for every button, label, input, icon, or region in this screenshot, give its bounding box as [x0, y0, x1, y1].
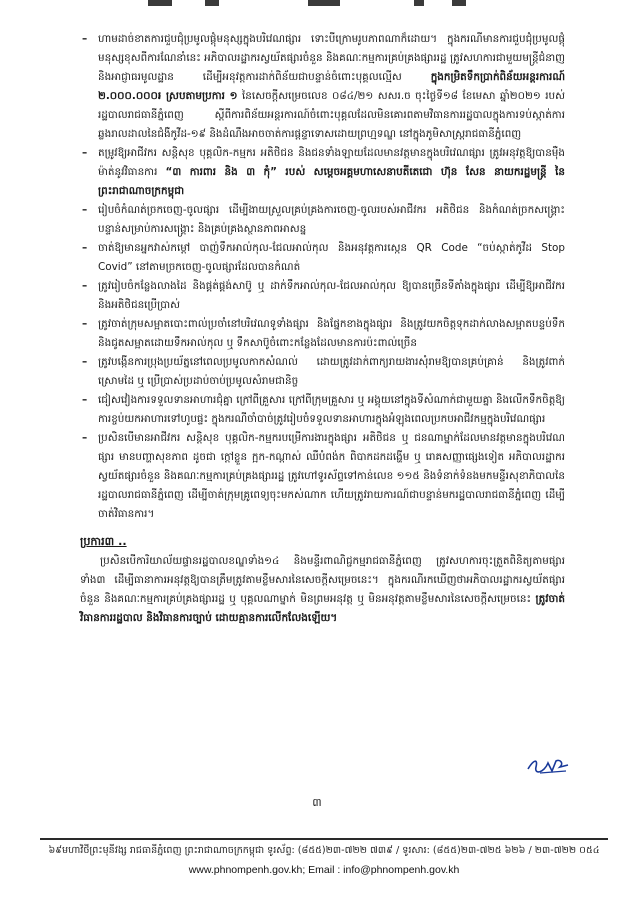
list-marker: – — [82, 432, 88, 444]
item-text: រៀបចំកំណត់ច្រកចេញ-ចូលផ្សារ ដើម្បីងាយស្រួលគ្រប់គ្រងការចេញ-ចូលរបស់អាជីវករ អតិថិជន និងកំណត់ច្រកសង្គ្រោះបន្ទាន់សម្រាប់ការសង្គ្រោះ និងគ្រប់គ្រងស្ថានភាពអាសន្ន — [98, 204, 565, 235]
item-text-after: នៃសេចក្តីសម្រេចលេខ ០៨៤/២១ សសរ.ច ចុះថ្ងៃទី១៨ ខែមេសា ឆ្នាំ២០២១ របស់រដ្ឋបាលរាជធានីភ្នំពេញ ស្តីពីការពិន័យអន្តរការណ៍ចំពោះបុគ្គលដែលមិនគោរពតាមវិធានការរដ្ឋបាលក្នុងការទប់ស្កាត់ការឆ្លងរាលដាលនៃជំងឺកូវីដ-១៩ និងដំណឹងអាចចាត់ការផ្តន្ទាទោសដោយព្រហ្មទណ្ឌ នៅក្នុងភូមិសាស្ត្ររាជធានីភ្នំពេញ — [98, 90, 565, 140]
footer-contact: www.phnompenh.gov.kh; Email : info@phnompenh.gov.kh — [188, 864, 460, 876]
list-item — [80, 277, 565, 315]
list-item — [80, 30, 565, 144]
item-text: ចាត់ឱ្យមានអ្នកវាស់កម្តៅ បាញ់ទឹកអាល់កុល-ជែលអាល់កុល និងអនុវត្តការស្កេន QR Code “ចប់ស្កាត់កូវីដ Stop Covid” នៅតាមច្រកចេញ-ចូលផ្សារដែលបានកំណត់ — [98, 242, 565, 273]
item-bold-text: ក្នុងកម្រិតទឹកប្រាក់ពិន័យអន្តរការណ៍ ២.០០០.០០០៛ ស្របតាមប្រការ ១ — [98, 71, 565, 102]
item-text: ត្រូវបង្កើនការប្រុងប្រយ័ត្ននៅពេលប្រមូលកាកសំណល់ ដោយត្រូវដាក់ពាក្យរាយងារសុំរាមឱ្យបានគ្រប់គ្រាន់ និងត្រូវពាក់ស្រោមដៃ ឬ ប្រើប្រាស់ប្រដាប់ចាប់ប្រមូលសំរាមជានិច្ច — [98, 356, 565, 387]
closing-text: ប្រសិនបើការិយាល័យផ្ទានរដ្ឋបាលខណ្ឌទាំង១៤ និងមន្ទីរពាណិជ្ជកម្មរាជធានីភ្នំពេញ ត្រូវសហការចុះត្រួតពិនិត្យតាមផ្សារទាំង៣ ដើម្បីធានាការអនុវត្តឱ្យបានត្រឹមត្រូវតាមខ្លឹមសារនៃសេចក្តីសម្រេចនេះ។ ក្នុងករណីរកឃើញថាអភិបាលរដ្ឋាករស្វយ័តផ្សារចំនួន និងគណៈកម្មការគ្រប់គ្រងផ្សាររដ្ឋ ឬ បុគ្គលណាម្នាក់ មិនព្រមអនុវត្ត ឬ មិនអនុវត្តតាមខ្លឹមសារនៃសេចក្តីសម្រេចនេះ — [80, 555, 565, 605]
list-item — [80, 201, 565, 239]
list-item — [80, 429, 565, 524]
item-text: ត្រូវរៀបចំកន្លែងលាងដៃ និងផ្គត់ផ្គង់សាប៊ូ ឬ ដាក់ទឹកអាល់កុល-ជែលអាល់កុល ឱ្យបានច្រើនទីតាំងក្នុងផ្សារ ដើម្បីឱ្យអាជីវករ និងអតិថិជនប្រើប្រាស់ — [98, 280, 565, 311]
item-text: តម្រូវឱ្យអាជីវករ សន្តិសុខ បុគ្គលិក-កម្មករ អតិថិជន និងជនទាំងឡាយដែលមានវត្តមានក្នុងបរិវេណផ្សារ ត្រូវអនុវត្តឱ្យបានម៉ឺងម៉ាត់នូវវិធានការ — [98, 147, 565, 178]
list-marker: – — [82, 242, 88, 254]
closing-bold-text: ត្រូវចាត់វិធានការរដ្ឋបាល និងវិធានការច្បាប់ ដោយគ្មានការលើកលែងឡើយ។ — [80, 593, 565, 624]
footer-divider — [40, 838, 608, 840]
item-text: ហាមដាច់ខាតការជួបជុំប្រមូលផ្តុំមនុស្សក្នុងបរិវេណផ្សារ ទោះបីក្រោមរូបភាពណាក៏ដោយ។ ក្នុងករណីមានការជួបជុំប្រមូលផ្តុំមនុស្សខុសពីការណែនាំនេះ អភិបាលរដ្ឋាករស្វយ័តផ្សារចំនួន និងគណៈកម្មការគ្រប់គ្រងផ្សាររដ្ឋ ត្រូវសហការជាមួយមន្ត្រីជំនាញ និងអាជ្ញាធរមូលដ្ឋាន ដើម្បីអនុវត្តការដាក់ពិន័យជាបន្ទាន់ចំពោះបុគ្គលល្មើស — [98, 33, 565, 83]
initials-signature — [526, 755, 570, 777]
item-text: ត្រូវចាត់ក្រុមសម្អាតបោះពាល់ប្រចាំនៅបរិវេណទូទាំងផ្សារ និងផ្នែកខាងក្នុងផ្សារ និងត្រូវយកចិត្តទុកដាក់លាងសម្អាតបន្ទប់ទឹក និងជូតសម្អាតដោយទឹកអាល់កុល ឬ ទឹកសាប៊ូចំពោះកន្លែងដែលមានការប៉ះពាល់ច្រើន — [98, 318, 565, 349]
list-marker: – — [82, 280, 88, 292]
header-remnant — [0, 0, 634, 8]
list-item — [80, 353, 565, 391]
footer-address: ៦៩មហាវិថីព្រះមុនីវង្ស រាជធានីភ្នំពេញ ព្រះរាជាណាចក្រកម្ពុជា ទូរស័ព្ទ: (៨៥៥)២៣-៧២២ ៧៣៩ / ទូរសារ: (៨៥៥)២៣-៧២៥ ៦២៦ / ២៣-៧២២ ០៥៤ — [48, 845, 600, 856]
list-marker: – — [82, 204, 88, 216]
list-item — [80, 239, 565, 277]
list-marker: – — [82, 147, 88, 159]
list-item — [80, 315, 565, 353]
section-title: ប្រការ៣ .. — [80, 535, 127, 548]
list-marker: – — [82, 394, 88, 406]
list-item — [80, 391, 565, 429]
item-text: ជៀសវៀងការទទួលទានអាហារជុំគ្នា ក្រៅពីគ្រួសារ ក្រៅពីក្រុមគ្រួសារ ឬ អង្គុយនៅក្នុងទីសំណាក់ជាមួយគ្នា និងលើកទឹកចិត្តឱ្យការខ្ចប់យកអាហារទៅហូបផ្ទះ ក្នុងករណីចាំបាច់ត្រូវរៀបចំទទួលទានអាហារក្នុងអំឡុងពេលប្រកបអាជីវកម្មក្នុងបរិវេណផ្សារ — [98, 394, 565, 425]
page-number: ៣ — [312, 796, 322, 809]
item-text: ប្រសិនបើមានអាជីវករ សន្តិសុខ បុគ្គលិក-កម្មករបម្រើការងារក្នុងផ្សារ អតិថិជន ឬ ជនណាម្នាក់ដែលមានវត្តមានក្នុងបរិវេណផ្សារ មានបញ្ហាសុខភាព ដូចជា ក្តៅខ្លួន ក្អក-កណ្តាស់ ឈឺបំពង់ក ពិបាកដកដង្ហើម ឬ រោគសញ្ញាផ្សេងទៀត អភិបាលរដ្ឋាករស្វយ័តផ្សារចំនួន និងគណៈកម្មការគ្រប់គ្រងផ្សាររដ្ឋ ត្រូវហៅទូរស័ព្ទទៅកាន់លេខ ១១៥ និងទំនាក់ទំនងមកមន្ទីរសុខាភិបាលនៃរដ្ឋបាលរាជធានីភ្នំពេញ ដើម្បីចាត់ក្រុមគ្រូពេទ្យចុះមកស់ណាក ហើយត្រូវរាយការណ៍ជាបន្ទាន់មករដ្ឋបាលរាជធានីភ្នំពេញ ដើម្បីចាត់វិធានការ។ — [98, 432, 565, 520]
document-body — [80, 30, 565, 628]
list-item — [80, 144, 565, 201]
list-marker: – — [82, 356, 88, 368]
item-bold-text: “៣ ការពារ និង ៣ កុំ” របស់ សម្តេចអគ្គមហាសេនាបតីតេជោ ហ៊ុន សែន នាយករដ្ឋមន្ត្រី នៃព្រះរាជាណាចក្រកម្ពុជា — [98, 166, 565, 197]
closing-paragraph — [80, 552, 565, 628]
list-marker: – — [82, 318, 88, 330]
list-marker: – — [82, 33, 88, 45]
